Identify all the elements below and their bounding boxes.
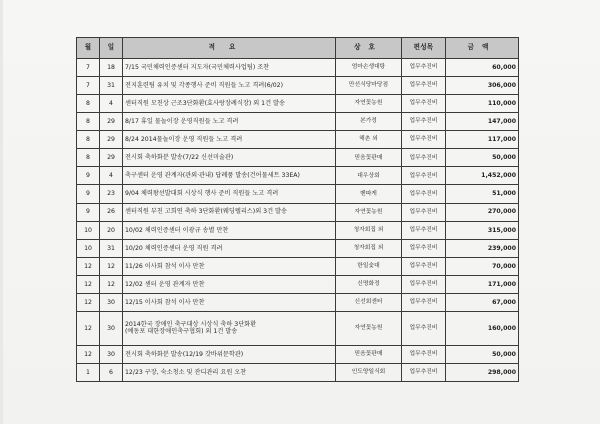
cell-category: 업무추진비	[402, 345, 446, 363]
cell-day: 23	[100, 185, 123, 203]
cell-month: 8	[77, 95, 100, 113]
cell-vendor: 청자회집 외	[336, 239, 402, 257]
cell-vendor: 인도양일식회	[336, 363, 402, 381]
cell-day: 30	[100, 293, 123, 311]
cell-category: 업무추진비	[402, 167, 446, 185]
cell-amount: 147,000	[446, 113, 519, 131]
cell-category: 업무추진비	[402, 95, 446, 113]
cell-vendor: 믿음꽃판매	[336, 345, 402, 363]
cell-category: 업무추진비	[402, 113, 446, 131]
header-day: 일	[100, 38, 123, 59]
cell-summary: 12/15 이사회 참석 이사 만찬	[123, 293, 336, 311]
table-row	[77, 59, 519, 77]
cell-day: 29	[100, 131, 123, 149]
cell-amount: 110,000	[446, 95, 519, 113]
cell-amount: 60,000	[446, 59, 519, 77]
cell-summary: 8/24 2014물놀이장 운영 직원들 노고 격려	[123, 131, 336, 149]
cell-month: 1	[77, 363, 100, 381]
cell-summary: 12/02 센터 운영 관계자 만찬	[123, 275, 336, 293]
cell-vendor: 본가정	[336, 113, 402, 131]
cell-month: 12	[77, 345, 100, 363]
cell-month: 8	[77, 149, 100, 167]
table-row	[77, 239, 519, 257]
cell-month: 12	[77, 311, 100, 345]
cell-category: 업무추진비	[402, 275, 446, 293]
cell-day: 18	[100, 59, 123, 77]
table-row	[77, 221, 519, 239]
cell-vendor: 청자회집 외	[336, 221, 402, 239]
cell-month: 10	[77, 221, 100, 239]
cell-amount: 160,000	[446, 311, 519, 345]
cell-day: 6	[100, 363, 123, 381]
page-edge-shadow	[0, 0, 3, 424]
cell-category: 업무추진비	[402, 293, 446, 311]
cell-month: 12	[77, 275, 100, 293]
cell-day: 29	[100, 149, 123, 167]
cell-amount: 70,000	[446, 257, 519, 275]
cell-summary: 센터직원 모친상 근조3단화환(효사랑장례식장) 외 1건 발송	[123, 95, 336, 113]
cell-summary: 전시회 축하화분 발송(12/19 갓바위문학관)	[123, 345, 336, 363]
cell-day: 20	[100, 221, 123, 239]
table-row	[77, 345, 519, 363]
table-row	[77, 363, 519, 381]
table-row	[77, 77, 519, 95]
cell-vendor: 해촌 외	[336, 131, 402, 149]
cell-category: 업무추진비	[402, 239, 446, 257]
table-row	[77, 257, 519, 275]
cell-amount: 315,000	[446, 221, 519, 239]
cell-vendor: 엄마손생대탕	[336, 59, 402, 77]
table-row	[77, 203, 519, 221]
header-summary: 적요	[123, 38, 336, 59]
header-category: 편성목	[402, 38, 446, 59]
cell-amount: 117,000	[446, 131, 519, 149]
cell-summary: 10/02 체력인증센터 이광규 송별 만찬	[123, 221, 336, 239]
table-row	[77, 131, 519, 149]
cell-amount: 298,000	[446, 363, 519, 381]
cell-category: 업무추진비	[402, 221, 446, 239]
cell-category: 업무추진비	[402, 149, 446, 167]
cell-vendor: 신선회센터	[336, 293, 402, 311]
cell-day: 31	[100, 77, 123, 95]
cell-summary: 8/17 휴일 물놀이장 운영직원들 노고 격려	[123, 113, 336, 131]
cell-amount: 50,000	[446, 345, 519, 363]
cell-vendor: 자연꽃농원	[336, 203, 402, 221]
cell-summary: 전시회 축하화분 발송(7/22 신선미술관)	[123, 149, 336, 167]
cell-summary: 센터직원 부친 고희연 축하 3단화환(웨딩텔리스)외 3건 발송	[123, 203, 336, 221]
cell-month: 12	[77, 293, 100, 311]
cell-vendor: 자연꽃농원	[336, 95, 402, 113]
table-row	[77, 293, 519, 311]
cell-summary: 11/26 이사회 참석 이사 만찬	[123, 257, 336, 275]
cell-category: 업무추진비	[402, 203, 446, 221]
cell-month: 7	[77, 59, 100, 77]
table-row	[77, 113, 519, 131]
cell-day: 30	[100, 345, 123, 363]
cell-vendor: 벤따게	[336, 185, 402, 203]
table-row	[77, 185, 519, 203]
cell-day: 12	[100, 257, 123, 275]
table-row	[77, 149, 519, 167]
cell-summary: 7/15 국민체력인증센터 지도자(국민체력사업팀) 조찬	[123, 59, 336, 77]
cell-summary: 전지훈련팀 유치 및 각종행사 준비 직원들 노고 격려(6/02)	[123, 77, 336, 95]
cell-day: 30	[100, 311, 123, 345]
cell-month: 8	[77, 131, 100, 149]
table-row	[77, 311, 519, 345]
table-header-row	[77, 38, 519, 59]
cell-amount: 239,000	[446, 239, 519, 257]
cell-summary: 10/20 체력인증센터 운영 직원 격려	[123, 239, 336, 257]
table-row	[77, 95, 519, 113]
cell-month: 9	[77, 167, 100, 185]
cell-category: 업무추진비	[402, 77, 446, 95]
cell-vendor: 믿음꽃판매	[336, 149, 402, 167]
ledger-body	[77, 59, 519, 382]
cell-summary: 2014한국 장애인 축구대상 시상식 축하 3단화환 (예동포 대한장애인축구협회) 외 1건 발송	[123, 311, 336, 345]
cell-vendor: 한일숯대	[336, 257, 402, 275]
cell-category: 업무추진비	[402, 185, 446, 203]
cell-category: 업무추진비	[402, 257, 446, 275]
cell-amount: 51,000	[446, 185, 519, 203]
cell-category: 업무추진비	[402, 131, 446, 149]
cell-amount: 306,000	[446, 77, 519, 95]
header-amount: 금액	[446, 38, 519, 59]
cell-day: 12	[100, 275, 123, 293]
cell-day: 31	[100, 239, 123, 257]
cell-amount: 50,000	[446, 149, 519, 167]
cell-vendor: 만선식당마당점	[336, 77, 402, 95]
cell-category: 업무추진비	[402, 59, 446, 77]
cell-month: 7	[77, 77, 100, 95]
expense-ledger-table	[76, 37, 519, 382]
table-row	[77, 167, 519, 185]
cell-amount: 1,452,000	[446, 167, 519, 185]
cell-category: 업무추진비	[402, 311, 446, 345]
cell-day: 4	[100, 167, 123, 185]
cell-summary: 9/04 체력왕선발대회 시상식 행사 준비 직원들 노고 격려	[123, 185, 336, 203]
table-row	[77, 275, 519, 293]
cell-category: 업무추진비	[402, 363, 446, 381]
cell-day: 4	[100, 95, 123, 113]
cell-summary: 12/23 구장, 숙소청소 및 잔디관리 요원 오찬	[123, 363, 336, 381]
cell-amount: 171,000	[446, 275, 519, 293]
cell-amount: 270,000	[446, 203, 519, 221]
header-month: 월	[77, 38, 100, 59]
cell-vendor: 자연꽃농원	[336, 311, 402, 345]
cell-vendor: 신명화정	[336, 275, 402, 293]
cell-month: 12	[77, 257, 100, 275]
header-vendor: 상호	[336, 38, 402, 59]
cell-month: 10	[77, 239, 100, 257]
cell-month: 9	[77, 185, 100, 203]
cell-day: 26	[100, 203, 123, 221]
cell-day: 29	[100, 113, 123, 131]
cell-vendor: 대우상회	[336, 167, 402, 185]
cell-month: 8	[77, 113, 100, 131]
cell-summary: 축구센터 운영 관계자(관외·관내) 답례품 발송(건어물세트 33EA)	[123, 167, 336, 185]
cell-amount: 67,000	[446, 293, 519, 311]
cell-month: 9	[77, 203, 100, 221]
